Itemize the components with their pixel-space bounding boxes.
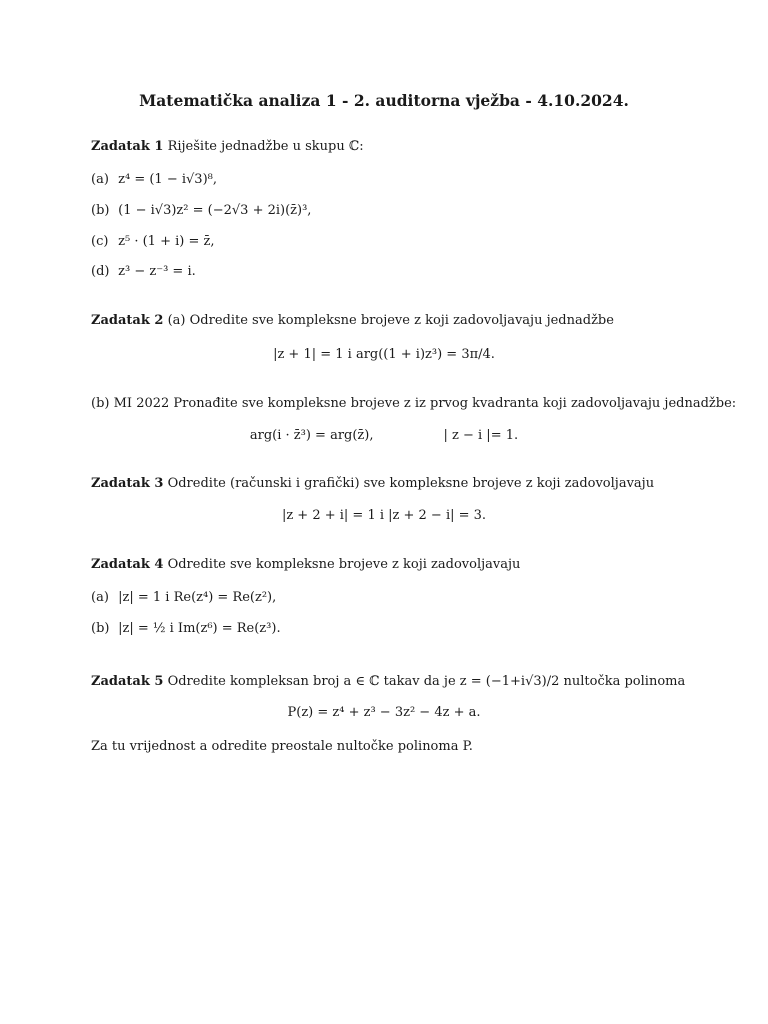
problem-4-intro — [91, 557, 520, 573]
problem-2-a-prompt: Odredite sve kompleksne brojeve z koji zadovoljavaju jednadžbe — [189, 313, 614, 328]
problem-2-b-formula-right: | z − i |= 1. — [443, 428, 519, 443]
problem-4-prompt: Odredite sve kompleksne brojeve z koji zadovoljavaju — [167, 557, 521, 572]
problem-5-prompt: Odredite kompleksan broj a ∈ ℂ takav da je z = (−1+i√3)/2 nultočka polinoma — [167, 674, 686, 689]
problem-1-item-a — [91, 172, 217, 188]
problem-2-heading: Zadatak 2 — [91, 313, 164, 328]
problem-1-item-d — [91, 264, 196, 280]
problem-3-formula: |z + 2 + i| = 1 i |z + 2 − i| = 3. — [281, 508, 487, 523]
problem-1-prompt: Riješite jednadžbe u skupu ℂ: — [167, 139, 364, 154]
item-label: (d) — [91, 264, 110, 279]
problem-3-intro — [91, 476, 654, 492]
problem-2-intro — [91, 313, 614, 329]
item-label: (b) — [91, 621, 110, 636]
problem-1-intro — [91, 139, 364, 155]
item-formula: z⁵ · (1 + i) = z̄, — [118, 234, 215, 249]
problem-2-b-label: (b) — [91, 396, 110, 411]
problem-2-a-formula: |z + 1| = 1 i arg((1 + i)z³) = 3π/4. — [273, 347, 495, 362]
item-label: (b) — [91, 203, 110, 218]
page-title: Matematička analiza 1 - 2. auditorna vježba - 4.10.2024. — [139, 91, 629, 110]
problem-4-item-b — [91, 621, 281, 637]
problem-5-intro — [91, 674, 685, 690]
problem-1-item-c — [91, 234, 214, 250]
problem-1-heading: Zadatak 1 — [91, 139, 164, 154]
item-formula: |z| = ½ i Im(z⁶) = Re(z³). — [118, 621, 281, 636]
problem-2-b-formula-left: arg(i · z̄³) = arg(z̄), — [249, 428, 374, 443]
problem-4-heading: Zadatak 4 — [91, 557, 164, 572]
problem-2-b-formula — [0, 428, 768, 444]
problem-2-b — [91, 396, 736, 412]
problem-2-a-label: (a) — [167, 313, 186, 328]
item-formula: z³ − z⁻³ = i. — [118, 264, 196, 279]
item-formula: (1 − i√3)z² = (−2√3 + 2i)(z̄)³, — [118, 203, 312, 218]
problem-1-item-b — [91, 203, 311, 219]
item-label: (c) — [91, 234, 109, 249]
item-label: (a) — [91, 172, 109, 187]
problem-5-formula: P(z) = z⁴ + z³ − 3z² − 4z + a. — [287, 705, 481, 720]
problem-5-heading: Zadatak 5 — [91, 674, 164, 689]
item-formula: |z| = 1 i Re(z⁴) = Re(z²), — [118, 590, 277, 605]
item-formula: z⁴ = (1 − i√3)⁸, — [118, 172, 217, 187]
problem-4-item-a — [91, 590, 276, 606]
problem-5-follow-up: Za tu vrijednost a odredite preostale nultočke polinoma P. — [91, 739, 473, 754]
problem-3-heading: Zadatak 3 — [91, 476, 164, 491]
problem-3-prompt: Odredite (računski i grafički) sve kompleksne brojeve z koji zadovoljavaju — [167, 476, 655, 491]
problem-2-b-prompt: MI 2022 Pronađite sve kompleksne brojeve z iz prvog kvadranta koji zadovoljavaju jednadžbe: — [113, 396, 737, 411]
item-label: (a) — [91, 590, 109, 605]
